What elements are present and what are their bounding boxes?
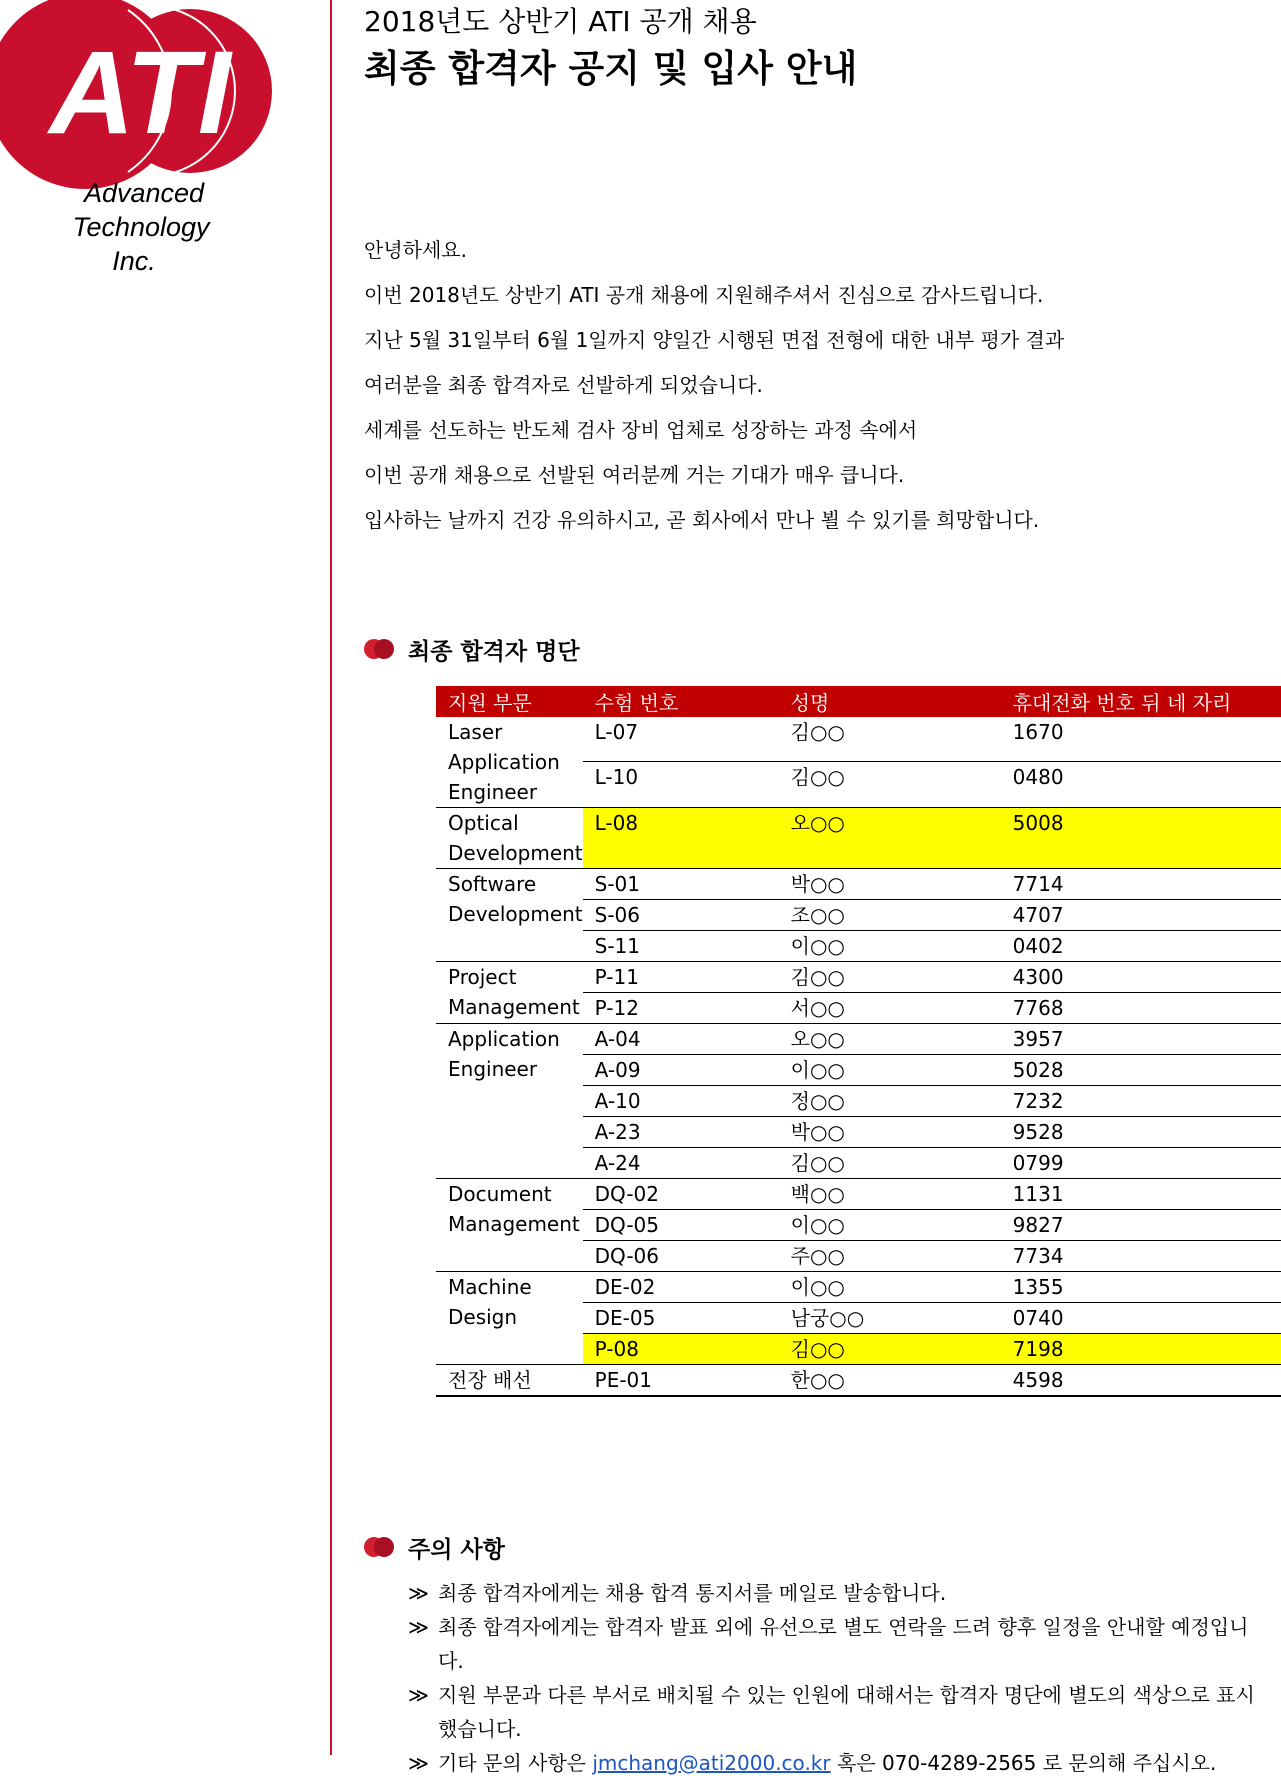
table-header-row <box>436 686 1281 717</box>
cell-name: 정○○ <box>779 1086 1001 1117</box>
cell-department: Laser Application Engineer <box>436 717 583 808</box>
cell-phone: 5028 <box>1001 1055 1281 1086</box>
cell-name: 이○○ <box>779 931 1001 962</box>
intro-paragraph <box>364 228 1244 543</box>
header-department: 지원 부문 <box>436 686 583 717</box>
ati-logo-graphic <box>0 0 280 290</box>
cell-name: 김○○ <box>779 1148 1001 1179</box>
note-text: 최종 합격자에게는 합격자 발표 외에 유선으로 별도 연락을 드려 향후 일정을 안내할 예정입니다. <box>438 1615 1249 1673</box>
cell-exam-number: L-07 <box>583 717 779 762</box>
note-text: 최종 합격자에게는 채용 합격 통지서를 메일로 발송합니다. <box>438 1581 947 1605</box>
cell-exam-number: A-24 <box>583 1148 779 1179</box>
cell-exam-number: A-10 <box>583 1086 779 1117</box>
cell-exam-number: P-11 <box>583 962 779 993</box>
cell-exam-number: A-09 <box>583 1055 779 1086</box>
vertical-divider <box>330 0 332 1755</box>
cell-phone: 4300 <box>1001 962 1281 993</box>
table-row <box>436 1365 1281 1397</box>
cell-exam-number: DE-02 <box>583 1272 779 1303</box>
cell-exam-number: DQ-05 <box>583 1210 779 1241</box>
cell-name: 주○○ <box>779 1241 1001 1272</box>
logo-line-2: Technology <box>72 212 210 242</box>
cell-exam-number: L-10 <box>583 762 779 808</box>
cell-exam-number: DE-05 <box>583 1303 779 1334</box>
cell-name: 김○○ <box>779 1334 1001 1365</box>
note-item <box>408 1610 1274 1678</box>
section-heading-text: 주의 사항 <box>408 1537 505 1563</box>
header-name: 성명 <box>779 686 1001 717</box>
intro-line: 세계를 선도하는 반도체 검사 장비 업체로 성장하는 과정 속에서 <box>364 418 918 442</box>
table-row <box>436 717 1281 762</box>
cell-name: 남궁○○ <box>779 1303 1001 1334</box>
cell-phone: 7734 <box>1001 1241 1281 1272</box>
cell-phone: 9528 <box>1001 1117 1281 1148</box>
cell-name: 박○○ <box>779 869 1001 900</box>
double-chevron-icon: ≫ <box>408 1683 429 1707</box>
cell-name: 이○○ <box>779 1272 1001 1303</box>
section-heading-roster <box>364 633 580 666</box>
cell-phone: 5008 <box>1001 808 1281 869</box>
cell-name: 서○○ <box>779 993 1001 1024</box>
cell-phone: 1131 <box>1001 1179 1281 1210</box>
cell-exam-number: S-01 <box>583 869 779 900</box>
final-candidates-table <box>436 686 1281 1397</box>
cell-department: Application Engineer <box>436 1024 583 1179</box>
cell-department: Optical Development <box>436 808 583 869</box>
intro-line: 지난 5월 31일부터 6월 1일까지 양일간 시행된 면접 전형에 대한 내부 평가 결과 <box>364 328 1065 352</box>
intro-line: 이번 공개 채용으로 선발된 여러분께 거는 기대가 매우 큽니다. <box>364 463 905 487</box>
cell-name: 이○○ <box>779 1055 1001 1086</box>
cell-phone: 3957 <box>1001 1024 1281 1055</box>
cell-name: 오○○ <box>779 808 1001 869</box>
cell-exam-number: P-08 <box>583 1334 779 1365</box>
section-heading-text: 최종 합격자 명단 <box>408 639 580 665</box>
note-item <box>408 1576 1274 1610</box>
bullet-circles-icon <box>364 1537 396 1559</box>
cell-phone: 4598 <box>1001 1365 1281 1397</box>
note-text-prefix: 기타 문의 사항은 <box>438 1751 593 1775</box>
note-text-suffix: 혹은 070-4289-2565 로 문의해 주십시오. <box>830 1751 1217 1775</box>
cell-phone: 0402 <box>1001 931 1281 962</box>
cell-department: Project Management <box>436 962 583 1024</box>
logo-letters: ATI <box>49 27 231 159</box>
table-row <box>436 962 1281 993</box>
cell-name: 오○○ <box>779 1024 1001 1055</box>
cell-name: 조○○ <box>779 900 1001 931</box>
cell-exam-number: S-06 <box>583 900 779 931</box>
cell-exam-number: S-11 <box>583 931 779 962</box>
cell-exam-number: P-12 <box>583 993 779 1024</box>
cell-phone: 7232 <box>1001 1086 1281 1117</box>
cell-phone: 1355 <box>1001 1272 1281 1303</box>
cell-exam-number: A-04 <box>583 1024 779 1055</box>
double-chevron-icon: ≫ <box>408 1751 429 1775</box>
intro-line: 여러분을 최종 합격자로 선발하게 되었습니다. <box>364 373 763 397</box>
bullet-circles-icon <box>364 639 396 661</box>
notes-list <box>408 1576 1274 1780</box>
double-chevron-icon: ≫ <box>408 1581 429 1605</box>
cell-phone: 4707 <box>1001 900 1281 931</box>
table-row <box>436 1179 1281 1210</box>
page-subtitle: 2018년도 상반기 ATI 공개 채용 <box>364 5 757 38</box>
cell-name: 박○○ <box>779 1117 1001 1148</box>
cell-department: Machine Design <box>436 1272 583 1365</box>
cell-phone: 0799 <box>1001 1148 1281 1179</box>
page-title: 최종 합격자 공지 및 입사 안내 <box>364 47 858 90</box>
company-logo <box>0 0 280 290</box>
section-heading-notes <box>364 1531 505 1564</box>
cell-exam-number: A-23 <box>583 1117 779 1148</box>
note-item <box>408 1678 1274 1746</box>
cell-name: 백○○ <box>779 1179 1001 1210</box>
cell-phone: 7714 <box>1001 869 1281 900</box>
cell-phone: 0740 <box>1001 1303 1281 1334</box>
cell-name: 김○○ <box>779 762 1001 808</box>
table-row <box>436 1272 1281 1303</box>
cell-department: 전장 배선 <box>436 1365 583 1397</box>
logo-line-1: Advanced <box>83 178 205 208</box>
cell-department: Software Development <box>436 869 583 962</box>
cell-department: Document Management <box>436 1179 583 1272</box>
intro-line: 입사하는 날까지 건강 유의하시고, 곧 회사에서 만나 뵐 수 있기를 희망합니다. <box>364 508 1040 532</box>
intro-line: 이번 2018년도 상반기 ATI 공개 채용에 지원해주셔서 진심으로 감사드립니다. <box>364 283 1044 307</box>
cell-phone: 1670 <box>1001 717 1281 762</box>
cell-phone: 0480 <box>1001 762 1281 808</box>
logo-line-3: Inc. <box>112 246 156 276</box>
table-row <box>436 808 1281 869</box>
cell-name: 이○○ <box>779 1210 1001 1241</box>
cell-phone: 7198 <box>1001 1334 1281 1365</box>
cell-exam-number: L-08 <box>583 808 779 869</box>
table-row <box>436 1024 1281 1055</box>
cell-name: 김○○ <box>779 717 1001 762</box>
note-item <box>408 1746 1274 1780</box>
cell-phone: 7768 <box>1001 993 1281 1024</box>
header-exam-number: 수험 번호 <box>583 686 779 717</box>
cell-phone: 9827 <box>1001 1210 1281 1241</box>
note-text: 지원 부문과 다른 부서로 배치될 수 있는 인원에 대해서는 합격자 명단에 별도의 색상으로 표시했습니다. <box>438 1683 1255 1741</box>
cell-name: 김○○ <box>779 962 1001 993</box>
header-phone: 휴대전화 번호 뒤 네 자리 <box>1001 686 1281 717</box>
double-chevron-icon: ≫ <box>408 1615 429 1639</box>
cell-exam-number: PE-01 <box>583 1365 779 1397</box>
contact-email-link[interactable]: jmchang@ati2000.co.kr <box>592 1751 831 1775</box>
cell-exam-number: DQ-06 <box>583 1241 779 1272</box>
cell-exam-number: DQ-02 <box>583 1179 779 1210</box>
cell-name: 한○○ <box>779 1365 1001 1397</box>
intro-line: 안녕하세요. <box>364 238 467 262</box>
table-row <box>436 869 1281 900</box>
